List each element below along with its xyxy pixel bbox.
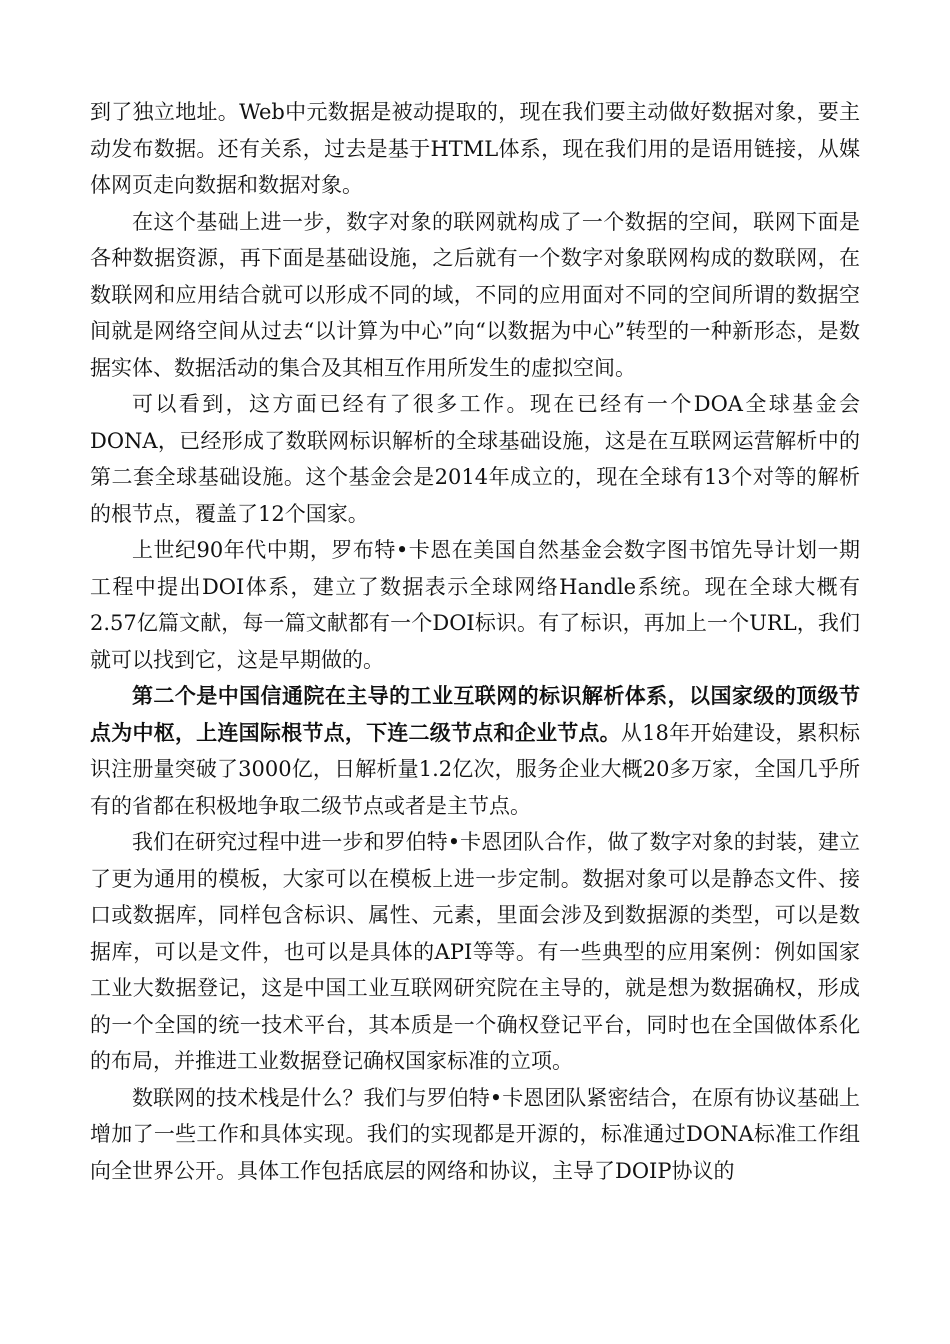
paragraph-7: [90, 1080, 860, 1190]
paragraph-5-text: 从18年开始建设，累积标识注册量突破了3000亿，日解析量1.2亿次，服务企业大概20多万家，全国几乎所有的省都在积极地争取二级节点或者是主节点。: [90, 720, 860, 818]
paragraph-4-text: 上世纪90年代中期，罗布特•卡恩在美国自然基金会数字图书馆先导计划一期工程中提出DOI体系，建立了数据表示全球网络Handle系统。现在全球大概有2.57亿篇文献，每一篇文献都有一个DOI标识。有了标识，再加上一个URL，我们就可以找到它，这是早期做的。: [90, 538, 860, 672]
document-body: [90, 94, 860, 1189]
paragraph-2-text: 在这个基础上进一步，数字对象的联网就构成了一个数据的空间，联网下面是各种数据资源，再下面是基础设施，之后就有一个数字对象联网构成的数联网，在数联网和应用结合就可以形成不同的域，不同的应用面对不同的空间所谓的数据空间就是网络空间从过去“以计算为中心”向“以数据为中心”转型的一种新形态，是数据实体、数据活动的集合及其相互作用所发生的虚拟空间。: [90, 209, 860, 380]
paragraph-6: [90, 824, 860, 1080]
paragraph-3-text: 可以看到，这方面已经有了很多工作。现在已经有一个DOA全球基金会DONA，已经形成了数联网标识解析的全球基础设施，这是在互联网运营解析中的第二套全球基础设施。这个基金会是2014年成立的，现在全球有13个对等的解析的根节点，覆盖了12个国家。: [90, 392, 860, 526]
paragraph-3: [90, 386, 860, 532]
paragraph-7-text: 数联网的技术栈是什么？我们与罗伯特•卡恩团队紧密结合，在原有协议基础上增加了一些工作和具体实现。我们的实现都是开源的，标准通过DONA标准工作组向全世界公开。具体工作包括底层的网络和协议，主导了DOIP协议的: [90, 1085, 860, 1183]
paragraph-6-text: 我们在研究过程中进一步和罗伯特•卡恩团队合作，做了数字对象的封装，建立了更为通用的模板，大家可以在模板上进一步定制。数据对象可以是静态文件、接口或数据库，同样包含标识、属性、元素，里面会涉及到数据源的类型，可以是数据库，可以是文件，也可以是具体的API等等。有一些典型的应用案例：例如国家工业大数据登记，这是中国工业互联网研究院在主导的，就是想为数据确权，形成的一个全国的统一技术平台，其本质是一个确权登记平台，同时也在全国做体系化的布局，并推进工业数据登记确权国家标准的立项。: [90, 830, 860, 1073]
paragraph-5: [90, 678, 860, 824]
paragraph-1: [90, 94, 860, 204]
paragraph-1-text: 到了独立地址。Web中元数据是被动提取的，现在我们要主动做好数据对象，要主动发布数据。还有关系，过去是基于HTML体系，现在我们用的是语用链接，从媒体网页走向数据和数据对象。: [90, 100, 860, 197]
paragraph-4: [90, 532, 860, 678]
paragraph-2: [90, 204, 860, 387]
paragraph-5-bold-text: 第二个是中国信通院在主导的工业互联网的标识解析体系，以国家级的顶级节点为中枢，上连国际根节点，下连二级节点和企业节点。: [90, 684, 860, 745]
